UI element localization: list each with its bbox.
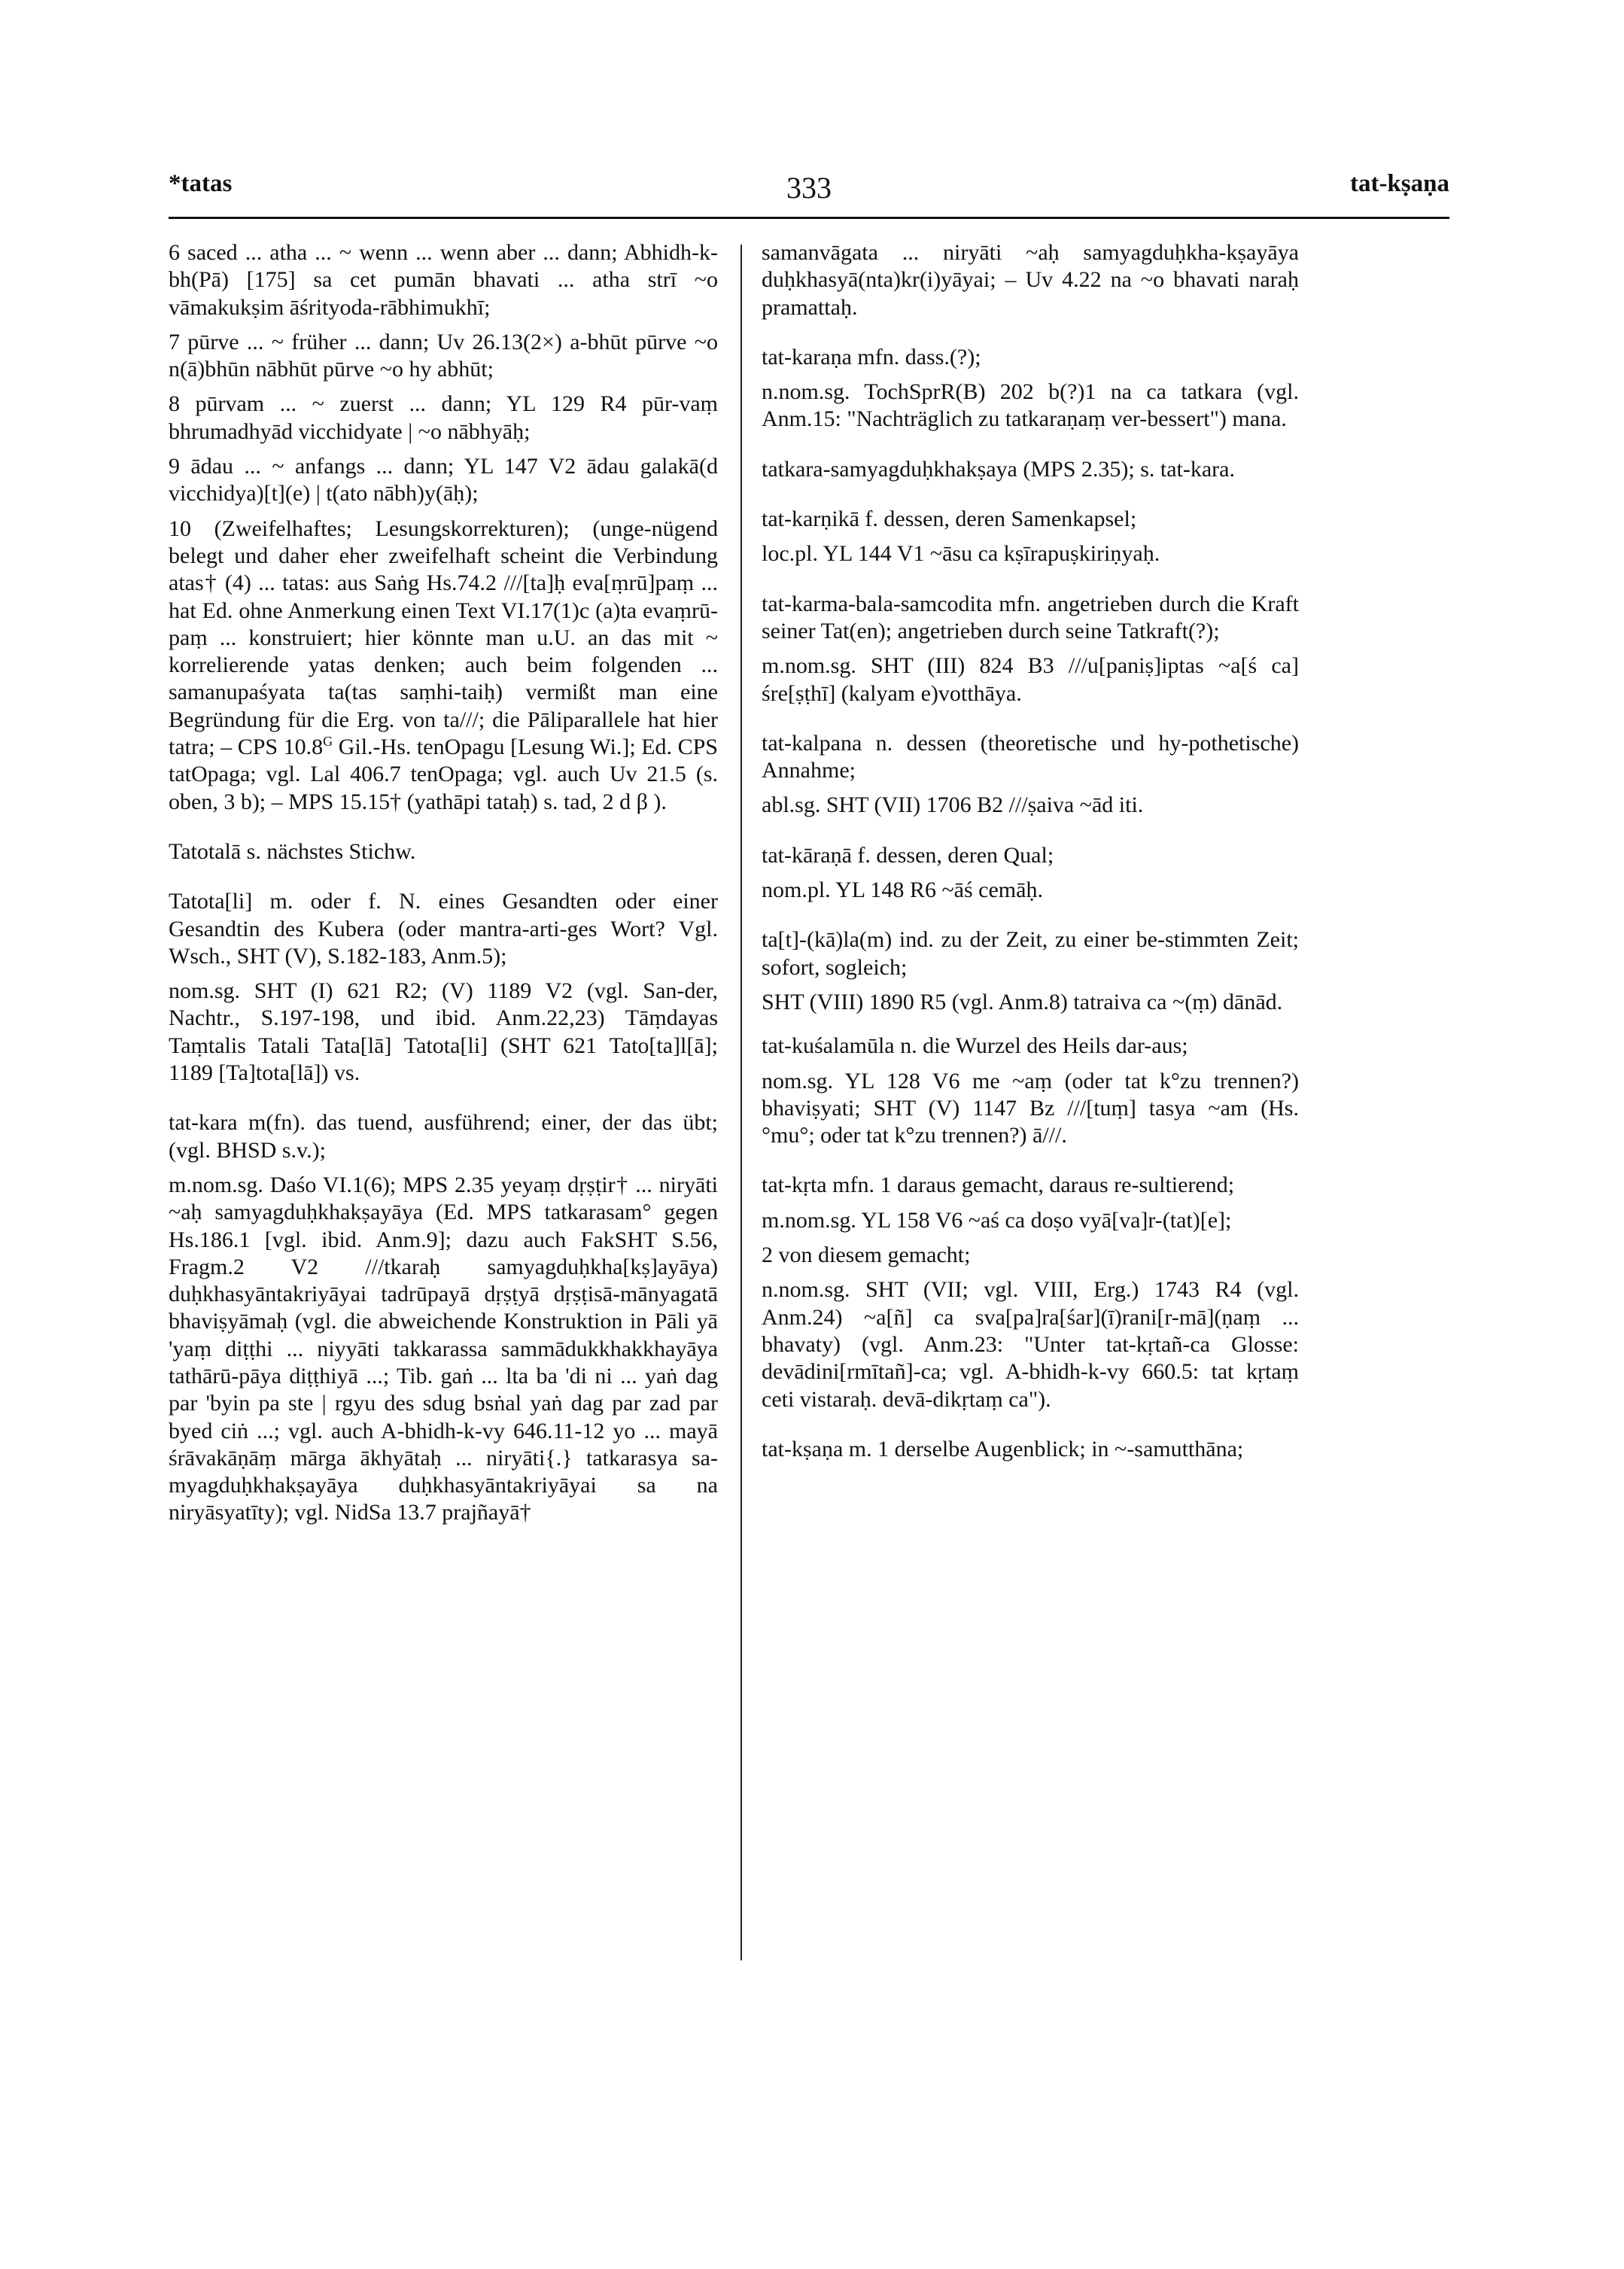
entry-tat-krta-nom: m.nom.sg. YL 158 V6 ~aś ca doṣo vyā[va]r-(tat)[e];	[762, 1207, 1232, 1233]
entry-tat-karnika-loc: loc.pl. YL 144 V1 ~āsu ca kṣīrapuṣkiriṇyaḥ.	[762, 541, 1160, 567]
entry-sense-7: 7 pūrve ... ~ früher ... dann; Uv 26.13(2×) a-bhūt pūrve ~o n(ā)bhūn nābhūt pūrve ~o hy abhūt;	[169, 329, 718, 382]
header-rule	[169, 217, 1449, 219]
sense-10-text-cont: Gil.-Hs. tenOpagu [Lesung Wi.]; Ed. CPS tatOpaga; vgl. Lal 406.7 tenOpaga; vgl. auch Uv 21.5 (s. oben, 3 b); – MPS 15.15† (yathāpi tataḥ) s. tad, 2 d β ).	[169, 735, 718, 814]
header-last-word: tat-kṣaṇa	[1349, 170, 1449, 197]
entry-tat-karma-bala-nom: m.nom.sg. SHT (III) 824 B3 ///u[paniṣ]iptas ~a[ś ca] śre[ṣṭhī] (kalyam e)votthāya.	[762, 653, 1299, 706]
entry-tat-kalam: ta[t]-(kā)la(m) ind. zu der Zeit, zu einer be-stimmten Zeit; sofort, sogleich;	[762, 927, 1299, 980]
entry-tat-karnika: tat-karṇikā f. dessen, deren Samenkapsel;	[762, 506, 1137, 532]
column-divider	[741, 245, 742, 1960]
running-header	[169, 170, 1449, 212]
entry-continuation: samanvāgata ... niryāti ~aḥ samyagduḥkha-kṣayāya duḥkhasyā(nta)kr(i)yāyai; – Uv 4.22 na ~o bhavati naraḥ pramattaḥ.	[762, 240, 1299, 320]
entry-tat-krta: tat-kṛta mfn. 1 daraus gemacht, daraus re-sultierend;	[762, 1173, 1235, 1198]
entry-tat-karana-nom: n.nom.sg. TochSprR(B) 202 b(?)1 na ca tatkara (vgl. Anm.15: "Nachträglich zu tatkaraṇaṃ ver-bessert") mana.	[762, 379, 1299, 432]
entry-tat-karana-qual-nom: nom.pl. YL 148 R6 ~āś cemāḥ.	[762, 877, 1043, 903]
entry-tat-karana: tat-karaṇa mfn. dass.(?);	[762, 344, 981, 370]
entry-tat-kusalamula-nom: nom.sg. YL 128 V6 me ~aṃ (oder tat k°zu trennen?) bhaviṣyati; SHT (V) 1147 Bz ///[tuṃ] tasya ~am (Hs. °mu°; oder tat k°zu trennen?) ā///.	[762, 1068, 1299, 1148]
entry-tatotali-nom: nom.sg. SHT (I) 621 R2; (V) 1189 V2 (vgl. San-der, Nachtr., S.197-198, und ibid. Anm.22,23) Tāṃdayas Taṃtalis Tatali Tata[lā] Tatota[li] (SHT 621 Tato[ta]l[ā]; 1189 [Ta]tota[lā]) vs.	[169, 978, 718, 1086]
sense-10-text: 10 (Zweifelhaftes; Lesungskorrekturen); (unge-nügend belegt und daher eher zweifelhaft scheint die Verbindung atas† (4) ... tatas: aus Saṅg Hs.74.2 ///[ta]ḥ eva[ṃrū]paṃ ... hat Ed. ohne Anmerkung einen Text VI.17(1)c (a)ta evaṃrū-paṃ ... konstruiert; hier könnte man u.U. an das mit ~ korrelierende yatas denken; auch beim folgenden ... samanupaśyata ta(tas saṃhi-taiḥ) vermißt man eine Begründung für die Erg. von ta///; die Pāliparallele hat hier tatra; – CPS 10.8	[169, 516, 718, 760]
entry-tat-krta-n: n.nom.sg. SHT (VII; vgl. VIII, Erg.) 1743 R4 (vgl. Anm.24) ~a[ñ] ca sva[pa]ra[śar](ī)rani[r-mā](ṇaṃ ... bhavaty) (vgl. Anm.23: "Unter tat-kṛtañ-ca Glosse: devādini[rmītañ]-ca; vgl. A-bhidh-k-vy 660.5: tat kṛtaṃ ceti vistaraḥ. devā-dikṛtaṃ ca").	[762, 1277, 1299, 1412]
entry-sense-6: 6 saced ... atha ... ~ wenn ... wenn aber ... dann; Abhidh-k-bh(Pā) [175] sa cet pumān bhavati ... atha strī ~o vāmakukṣim āśrityoda-rābhimukhī;	[169, 240, 718, 320]
entry-tat-kalpana-abl: abl.sg. SHT (VII) 1706 B2 ///ṣaiva ~ād iti.	[762, 792, 1144, 818]
entry-tat-kalpana: tat-kalpana n. dessen (theoretische und hy-pothetische) Annahme;	[762, 730, 1299, 783]
entry-tat-krta-sense-2: 2 von diesem gemacht;	[762, 1242, 971, 1268]
entry-tatkara-samyag: tatkara-samyagduḥkhakṣaya (MPS 2.35); s. tat-kara.	[762, 456, 1235, 482]
entry-tat-kalam-sht: SHT (VIII) 1890 R5 (vgl. Anm.8) tatraiva ca ~(ṃ) dānād.	[762, 989, 1283, 1014]
right-column	[762, 239, 1299, 1471]
entry-tat-karana-qual: tat-kāraṇā f. dessen, deren Qual;	[762, 842, 1054, 868]
header-first-word: *tatas	[169, 170, 233, 197]
entry-tatotala: Tatotalā s. nächstes Stichw.	[169, 838, 416, 864]
entry-tat-karma-bala: tat-karma-bala-samcodita mfn. angetrieben durch die Kraft seiner Tat(en); angetrieben durch seine Tatkraft(?);	[762, 591, 1299, 643]
entry-tatotali: Tatota[li] m. oder f. N. eines Gesandten oder einer Gesandtin des Kubera (oder mantra-arti-ges Wort? Vgl. Wsch., SHT (V), S.182-183, Anm.5);	[169, 889, 718, 969]
entry-tat-kusalamula: tat-kuśalamūla n. die Wurzel des Heils dar-aus;	[762, 1033, 1188, 1059]
entry-tat-kara: tat-kara m(fn). das tuend, ausführend; einer, der das übt; (vgl. BHSD s.v.);	[169, 1110, 718, 1163]
entry-sense-9: 9 ādau ... ~ anfangs ... dann; YL 147 V2 ādau galakā(d vicchidya)[t](e) | t(ato nābh)y(āḥ);	[169, 454, 718, 506]
entry-tat-ksana: tat-kṣaṇa m. 1 derselbe Augenblick; in ~-samutthāna;	[762, 1436, 1244, 1461]
entry-sense-8: 8 pūrvam ... ~ zuerst ... dann; YL 129 R4 pūr-vaṃ bhrumadhyād vicchidyate | ~o nābhyāḥ;	[169, 391, 718, 444]
entry-sense-10	[169, 516, 718, 816]
left-column	[169, 239, 718, 1534]
entry-tat-kara-nom: m.nom.sg. Daśo VI.1(6); MPS 2.35 yeyaṃ dṛṣṭir† ... niryāti ~aḥ samyagduḥkhakṣayāya (Ed. MPS tatkarasam° gegen Hs.186.1 [vgl. ibid. Anm.9]; dazu auch FakSHT S.56, Fragm.2 V2 ///tkaraḥ samyagduḥkha[kṣ]ayāya) duḥkhasyāntakriyāyai tadrūpayā dṛṣṭyā dṛṣṭisā-mānyagatā bhaviṣyāmaḥ (vgl. die abweichende Konstruktion in Pāli yā 'yaṃ diṭṭhi ... niyyāti takkarassa sammādukkhakkhayāya tathārū-pāya diṭṭhiyā ...; Tib. gaṅ ... lta ba 'di ni ... yaṅ dag par 'byin pa ste | rgyu des sdug bsṅal yaṅ dag par zad par byed ciṅ ...; vgl. auch A-bhidh-k-vy 646.11-12 yo ... mayā śrāvakāṇāṃ mārga ākhyātaḥ ... niryāti{.} tatkarasya sa-myagduḥkhakṣayāya duḥkhasyāntakriyāyai sa na niryāsyatīty); vgl. NidSa 13.7 prajñayā†	[169, 1172, 718, 1525]
sense-10-superscript: G	[323, 734, 333, 750]
page-number: 333	[786, 171, 832, 205]
